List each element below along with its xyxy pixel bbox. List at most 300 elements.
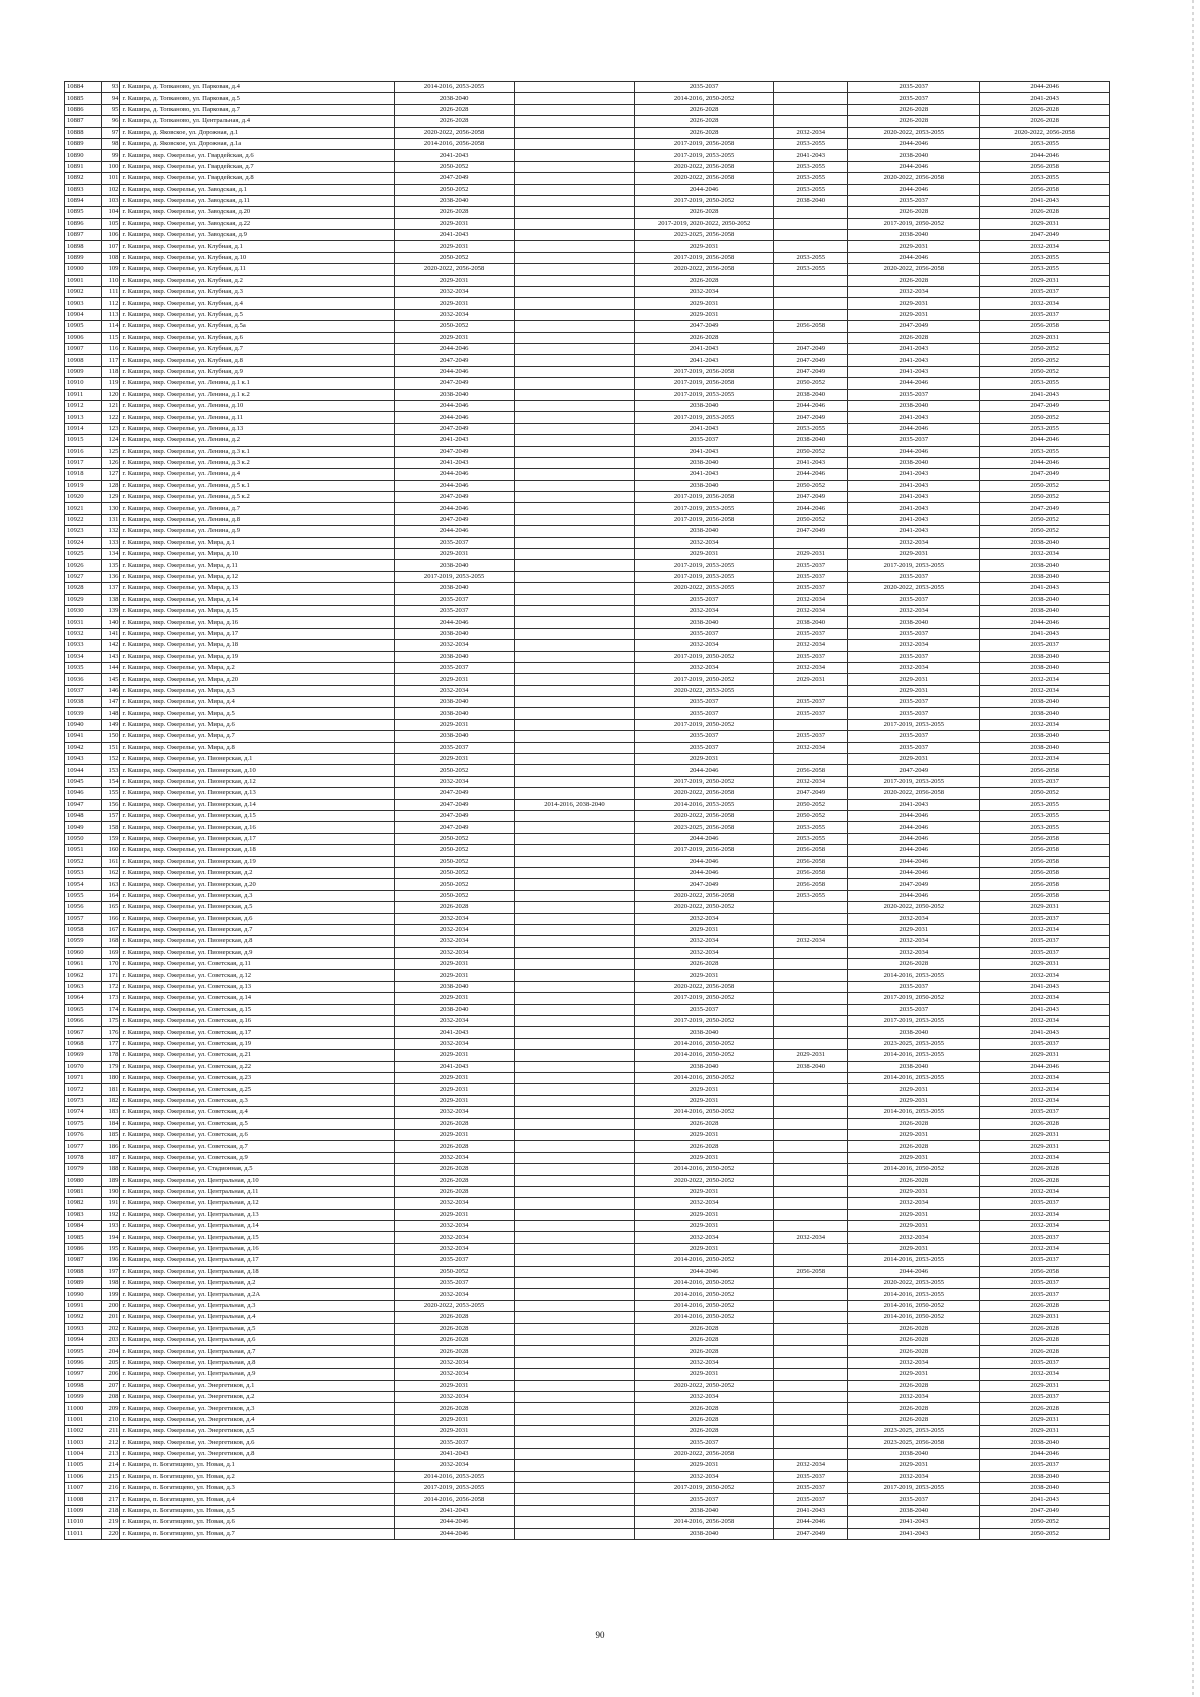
cell-period-col-5: 2041-2043 (848, 799, 980, 810)
cell-row-number: 151 (101, 742, 120, 753)
table-row (65, 617, 1110, 628)
cell-period-col-6: 2050-2052 (980, 412, 1110, 423)
cell-address: г. Кашира, мкр. Ожерелье, ул. Пионерская, д.12 (120, 776, 394, 787)
cell-period-col-5: 2026-2028 (848, 1414, 980, 1425)
cell-period-col-2 (514, 754, 634, 765)
cell-period-col-2 (514, 1061, 634, 1072)
cell-period-col-1: 2032-2034 (394, 685, 514, 696)
table-row (65, 138, 1110, 149)
cell-record-id: 10961 (65, 959, 102, 970)
cell-period-col-5: 2026-2028 (848, 332, 980, 343)
cell-period-col-1: 2029-2031 (394, 332, 514, 343)
cell-period-col-6: 2029-2031 (980, 332, 1110, 343)
cell-period-col-6: 2038-2040 (980, 708, 1110, 719)
cell-record-id: 10999 (65, 1391, 102, 1402)
cell-period-col-5: 2023-2025, 2053-2055 (848, 1038, 980, 1049)
cell-address: г. Кашира, мкр. Ожерелье, ул. Пионерская, д.6 (120, 913, 394, 924)
cell-record-id: 10928 (65, 583, 102, 594)
cell-period-col-5: 2038-2040 (848, 617, 980, 628)
cell-period-col-6: 2032-2034 (980, 298, 1110, 309)
cell-period-col-4: 2056-2058 (774, 765, 848, 776)
cell-period-col-3: 2032-2034 (635, 1232, 774, 1243)
cell-period-col-2 (514, 788, 634, 799)
cell-record-id: 10938 (65, 697, 102, 708)
table-row (65, 230, 1110, 241)
cell-period-col-6: 2041-2043 (980, 1027, 1110, 1038)
table-row (65, 514, 1110, 525)
cell-record-id: 10957 (65, 913, 102, 924)
cell-period-col-1: 2038-2040 (394, 560, 514, 571)
cell-row-number: 177 (101, 1038, 120, 1049)
cell-period-col-4 (774, 902, 848, 913)
cell-period-col-2 (514, 697, 634, 708)
cell-period-col-2 (514, 1141, 634, 1152)
table-row (65, 936, 1110, 947)
cell-row-number: 212 (101, 1437, 120, 1448)
cell-period-col-4 (774, 1129, 848, 1140)
cell-record-id: 11007 (65, 1483, 102, 1494)
cell-period-col-1: 2035-2037 (394, 662, 514, 673)
cell-record-id: 10917 (65, 457, 102, 468)
cell-period-col-2 (514, 605, 634, 616)
cell-period-col-1: 2044-2046 (394, 503, 514, 514)
cell-period-col-3: 2029-2031 (635, 1095, 774, 1106)
cell-period-col-1: 2038-2040 (394, 628, 514, 639)
cell-row-number: 197 (101, 1266, 120, 1277)
cell-period-col-1: 2050-2052 (394, 856, 514, 867)
cell-period-col-1: 2032-2034 (394, 1152, 514, 1163)
cell-address: г. Кашира, д. Топканово, ул. Парковая, д.7 (120, 104, 394, 115)
cell-address: г. Кашира, мкр. Ожерелье, ул. Центральная, д.3 (120, 1300, 394, 1311)
cell-period-col-3: 2020-2022, 2053-2055 (635, 583, 774, 594)
cell-period-col-3: 2032-2034 (635, 537, 774, 548)
cell-row-number: 172 (101, 981, 120, 992)
cell-period-col-2 (514, 127, 634, 138)
cell-period-col-2 (514, 719, 634, 730)
cell-period-col-5: 2041-2043 (848, 355, 980, 366)
cell-period-col-4: 2050-2052 (774, 480, 848, 491)
cell-record-id: 10989 (65, 1278, 102, 1289)
cell-period-col-1: 2050-2052 (394, 890, 514, 901)
cell-address: г. Кашира, мкр. Ожерелье, ул. Мира, д.10 (120, 549, 394, 560)
cell-period-col-1: 2041-2043 (394, 150, 514, 161)
cell-period-col-3: 2029-2031 (635, 1084, 774, 1095)
cell-address: г. Кашира, мкр. Ожерелье, ул. Клубная, д.5 (120, 309, 394, 320)
cell-period-col-3: 2026-2028 (635, 1141, 774, 1152)
cell-period-col-3: 2047-2049 (635, 879, 774, 890)
cell-period-col-3: 2038-2040 (635, 526, 774, 537)
cell-row-number: 206 (101, 1369, 120, 1380)
cell-row-number: 138 (101, 594, 120, 605)
cell-period-col-1: 2041-2043 (394, 1448, 514, 1459)
cell-period-col-2 (514, 1437, 634, 1448)
cell-period-col-6: 2032-2034 (980, 1221, 1110, 1232)
cell-period-col-1: 2044-2046 (394, 1517, 514, 1528)
cell-period-col-2 (514, 1300, 634, 1311)
cell-period-col-6: 2056-2058 (980, 890, 1110, 901)
cell-record-id: 10967 (65, 1027, 102, 1038)
cell-period-col-5: 2029-2031 (848, 1084, 980, 1095)
cell-address: г. Кашира, мкр. Ожерелье, ул. Пионерская, д.17 (120, 833, 394, 844)
cell-row-number: 110 (101, 275, 120, 286)
cell-period-col-2 (514, 275, 634, 286)
table-row (65, 583, 1110, 594)
cell-address: г. Кашира, мкр. Ожерелье, ул. Энергетиков, д.3 (120, 1403, 394, 1414)
table-row (65, 1448, 1110, 1459)
cell-period-col-1: 2038-2040 (394, 583, 514, 594)
cell-record-id: 10918 (65, 469, 102, 480)
cell-period-col-3: 2014-2016, 2053-2055 (635, 799, 774, 810)
cell-record-id: 10936 (65, 674, 102, 685)
cell-period-col-6: 2044-2046 (980, 617, 1110, 628)
cell-period-col-3: 2017-2019, 2056-2058 (635, 378, 774, 389)
cell-period-col-3: 2032-2034 (635, 913, 774, 924)
cell-row-number: 161 (101, 856, 120, 867)
cell-period-col-6: 2026-2028 (980, 1346, 1110, 1357)
cell-period-col-4: 2029-2031 (774, 549, 848, 560)
cell-period-col-3: 2029-2031 (635, 754, 774, 765)
cell-period-col-5: 2017-2019, 2053-2055 (848, 1016, 980, 1027)
cell-record-id: 11010 (65, 1517, 102, 1528)
cell-period-col-1: 2050-2052 (394, 867, 514, 878)
table-row (65, 537, 1110, 548)
cell-period-col-5: 2026-2028 (848, 1141, 980, 1152)
cell-period-col-6: 2038-2040 (980, 1437, 1110, 1448)
cell-period-col-4 (774, 1334, 848, 1345)
cell-period-col-5: 2032-2034 (848, 605, 980, 616)
cell-period-col-5: 2020-2022, 2053-2055 (848, 583, 980, 594)
cell-period-col-3: 2026-2028 (635, 104, 774, 115)
table-row (65, 1129, 1110, 1140)
table-row (65, 435, 1110, 446)
cell-period-col-6: 2032-2034 (980, 1186, 1110, 1197)
table-row (65, 1209, 1110, 1220)
table-row (65, 1004, 1110, 1015)
cell-period-col-4 (774, 970, 848, 981)
cell-period-col-3: 2029-2031 (635, 1460, 774, 1471)
cell-period-col-5: 2026-2028 (848, 116, 980, 127)
cell-period-col-5: 2032-2034 (848, 936, 980, 947)
cell-period-col-4 (774, 719, 848, 730)
cell-period-col-3: 2014-2016, 2050-2052 (635, 1289, 774, 1300)
table-row (65, 1312, 1110, 1323)
cell-period-col-4: 2047-2049 (774, 355, 848, 366)
cell-period-col-3: 2026-2028 (635, 1403, 774, 1414)
cell-period-col-3: 2023-2025, 2056-2058 (635, 230, 774, 241)
cell-period-col-1: 2026-2028 (394, 902, 514, 913)
cell-period-col-6: 2026-2028 (980, 1334, 1110, 1345)
cell-address: г. Кашира, мкр. Ожерелье, ул. Заводская, д.20 (120, 207, 394, 218)
cell-period-col-4: 2032-2034 (774, 776, 848, 787)
cell-period-col-5: 2038-2040 (848, 1027, 980, 1038)
cell-row-number: 196 (101, 1255, 120, 1266)
cell-period-col-4 (774, 1186, 848, 1197)
cell-row-number: 193 (101, 1221, 120, 1232)
cell-period-col-2 (514, 1357, 634, 1368)
table-row (65, 902, 1110, 913)
table-row (65, 503, 1110, 514)
table-row (65, 1369, 1110, 1380)
cell-period-col-3: 2035-2037 (635, 731, 774, 742)
cell-period-col-6: 2041-2043 (980, 93, 1110, 104)
cell-row-number: 220 (101, 1528, 120, 1539)
cell-record-id: 10983 (65, 1209, 102, 1220)
table-row (65, 457, 1110, 468)
cell-address: г. Кашира, мкр. Ожерелье, ул. Энергетиков, д.6 (120, 1437, 394, 1448)
cell-row-number: 201 (101, 1312, 120, 1323)
cell-row-number: 95 (101, 104, 120, 115)
cell-row-number: 189 (101, 1175, 120, 1186)
cell-record-id: 10956 (65, 902, 102, 913)
table-row (65, 332, 1110, 343)
cell-period-col-2 (514, 1038, 634, 1049)
cell-period-col-4: 2056-2058 (774, 321, 848, 332)
cell-period-col-5: 2029-2031 (848, 1460, 980, 1471)
table-row (65, 571, 1110, 582)
cell-period-col-5: 2044-2046 (848, 138, 980, 149)
cell-period-col-5: 2044-2046 (848, 184, 980, 195)
cell-period-col-2 (514, 1209, 634, 1220)
cell-period-col-2 (514, 924, 634, 935)
table-row (65, 127, 1110, 138)
cell-row-number: 164 (101, 890, 120, 901)
schedule-table-body (65, 82, 1110, 1540)
cell-row-number: 202 (101, 1323, 120, 1334)
cell-period-col-2 (514, 1426, 634, 1437)
cell-record-id: 11006 (65, 1471, 102, 1482)
cell-period-col-2 (514, 537, 634, 548)
cell-address: г. Кашира, мкр. Ожерелье, ул. Мира, д.12 (120, 571, 394, 582)
cell-period-col-1: 2044-2046 (394, 400, 514, 411)
table-row (65, 1016, 1110, 1027)
cell-period-col-4 (774, 537, 848, 548)
cell-period-col-4 (774, 230, 848, 241)
cell-period-col-2 (514, 1221, 634, 1232)
cell-period-col-6: 2032-2034 (980, 1084, 1110, 1095)
table-row (65, 1152, 1110, 1163)
cell-period-col-2 (514, 1118, 634, 1129)
cell-period-col-3: 2044-2046 (635, 1266, 774, 1277)
cell-period-col-4 (774, 1403, 848, 1414)
cell-period-col-4 (774, 1072, 848, 1083)
cell-period-col-2 (514, 492, 634, 503)
cell-period-col-1: 2032-2034 (394, 947, 514, 958)
cell-record-id: 10943 (65, 754, 102, 765)
cell-period-col-4: 2035-2037 (774, 583, 848, 594)
cell-address: г. Кашира, мкр. Ожерелье, ул. Пионерская, д.1 (120, 754, 394, 765)
cell-period-col-6: 2056-2058 (980, 856, 1110, 867)
cell-period-col-4 (774, 104, 848, 115)
cell-period-col-6: 2050-2052 (980, 1517, 1110, 1528)
cell-period-col-4: 2047-2049 (774, 343, 848, 354)
cell-period-col-3: 2032-2034 (635, 936, 774, 947)
cell-period-col-4 (774, 1369, 848, 1380)
cell-period-col-2 (514, 287, 634, 298)
table-row (65, 184, 1110, 195)
cell-period-col-2 (514, 161, 634, 172)
cell-address: г. Кашира, мкр. Ожерелье, ул. Клубная, д.1 (120, 241, 394, 252)
table-row (65, 651, 1110, 662)
cell-period-col-1: 2038-2040 (394, 697, 514, 708)
cell-period-col-6: 2038-2040 (980, 594, 1110, 605)
cell-record-id: 11004 (65, 1448, 102, 1459)
cell-period-col-1: 2050-2052 (394, 1266, 514, 1277)
cell-period-col-1: 2029-2031 (394, 1380, 514, 1391)
cell-period-col-5: 2044-2046 (848, 446, 980, 457)
cell-record-id: 10932 (65, 628, 102, 639)
cell-period-col-1: 2014-2016, 2056-2058 (394, 1494, 514, 1505)
cell-address: г. Кашира, мкр. Ожерелье, ул. Центральная, д.2 (120, 1278, 394, 1289)
cell-row-number: 180 (101, 1072, 120, 1083)
cell-record-id: 10935 (65, 662, 102, 673)
cell-period-col-2 (514, 1414, 634, 1425)
cell-period-col-1: 2038-2040 (394, 731, 514, 742)
cell-period-col-2 (514, 1004, 634, 1015)
cell-record-id: 10976 (65, 1129, 102, 1140)
cell-record-id: 10996 (65, 1357, 102, 1368)
cell-period-col-1: 2044-2046 (394, 343, 514, 354)
cell-period-col-2 (514, 218, 634, 229)
cell-period-col-6: 2056-2058 (980, 161, 1110, 172)
cell-period-col-5: 2026-2028 (848, 1380, 980, 1391)
cell-address: г. Кашира, мкр. Ожерелье, ул. Пионерская, д.16 (120, 822, 394, 833)
cell-period-col-1: 2050-2052 (394, 321, 514, 332)
table-row (65, 628, 1110, 639)
table-row (65, 343, 1110, 354)
cell-period-col-1: 2032-2034 (394, 1289, 514, 1300)
cell-period-col-4: 2035-2037 (774, 1494, 848, 1505)
cell-address: г. Кашира, мкр. Ожерелье, ул. Клубная, д.2 (120, 275, 394, 286)
table-row (65, 173, 1110, 184)
cell-period-col-4 (774, 1243, 848, 1254)
cell-period-col-6: 2044-2046 (980, 150, 1110, 161)
cell-period-col-3: 2020-2022, 2056-2058 (635, 1448, 774, 1459)
cell-period-col-1: 2050-2052 (394, 252, 514, 263)
cell-period-col-3: 2026-2028 (635, 1323, 774, 1334)
cell-period-col-6: 2056-2058 (980, 845, 1110, 856)
cell-period-col-6: 2050-2052 (980, 480, 1110, 491)
cell-period-col-6: 2038-2040 (980, 571, 1110, 582)
cell-period-col-3: 2029-2031 (635, 549, 774, 560)
cell-period-col-4 (774, 1152, 848, 1163)
table-row (65, 1175, 1110, 1186)
cell-period-col-4: 2029-2031 (774, 1050, 848, 1061)
cell-row-number: 188 (101, 1164, 120, 1175)
cell-period-col-1: 2041-2043 (394, 457, 514, 468)
cell-period-col-3: 2035-2037 (635, 697, 774, 708)
cell-period-col-2 (514, 1095, 634, 1106)
cell-period-col-5: 2047-2049 (848, 765, 980, 776)
table-row (65, 1107, 1110, 1118)
table-row (65, 492, 1110, 503)
cell-period-col-6: 2035-2037 (980, 936, 1110, 947)
cell-row-number: 102 (101, 184, 120, 195)
cell-period-col-4 (774, 1209, 848, 1220)
cell-period-col-1: 2035-2037 (394, 605, 514, 616)
cell-period-col-6: 2032-2034 (980, 1243, 1110, 1254)
cell-period-col-3: 2038-2040 (635, 480, 774, 491)
table-row (65, 697, 1110, 708)
cell-period-col-5: 2044-2046 (848, 378, 980, 389)
cell-period-col-4 (774, 1107, 848, 1118)
cell-record-id: 10893 (65, 184, 102, 195)
cell-period-col-1: 2044-2046 (394, 480, 514, 491)
cell-record-id: 10927 (65, 571, 102, 582)
cell-period-col-2 (514, 82, 634, 93)
cell-record-id: 10900 (65, 264, 102, 275)
cell-period-col-5: 2035-2037 (848, 195, 980, 206)
cell-period-col-2 (514, 879, 634, 890)
cell-period-col-2 (514, 1027, 634, 1038)
cell-period-col-4: 2035-2037 (774, 731, 848, 742)
cell-period-col-3: 2035-2037 (635, 708, 774, 719)
cell-period-col-4: 2035-2037 (774, 628, 848, 639)
table-row (65, 1118, 1110, 1129)
cell-period-col-2 (514, 1312, 634, 1323)
schedule-table-wrapper (64, 81, 1110, 1540)
cell-address: г. Кашира, мкр. Ожерелье, ул. Ленина, д.13 (120, 423, 394, 434)
cell-address: г. Кашира, мкр. Ожерелье, ул. Центральная, д.2А (120, 1289, 394, 1300)
cell-period-col-2 (514, 560, 634, 571)
cell-record-id: 10947 (65, 799, 102, 810)
cell-row-number: 96 (101, 116, 120, 127)
cell-row-number: 176 (101, 1027, 120, 1038)
cell-period-col-3: 2020-2022, 2056-2058 (635, 161, 774, 172)
cell-address: г. Кашира, мкр. Ожерелье, ул. Ленина, д.4 (120, 469, 394, 480)
cell-period-col-5: 2032-2034 (848, 1357, 980, 1368)
cell-period-col-4: 2053-2055 (774, 822, 848, 833)
cell-address: г. Кашира, мкр. Ожерелье, ул. Стадионная, д.5 (120, 1164, 394, 1175)
cell-period-col-1: 2035-2037 (394, 1255, 514, 1266)
cell-period-col-5: 2041-2043 (848, 480, 980, 491)
cell-record-id: 10940 (65, 719, 102, 730)
cell-period-col-3: 2026-2028 (635, 207, 774, 218)
cell-period-col-4: 2047-2049 (774, 1528, 848, 1539)
cell-period-col-6: 2035-2037 (980, 309, 1110, 320)
cell-row-number: 98 (101, 138, 120, 149)
cell-row-number: 163 (101, 879, 120, 890)
cell-period-col-6: 2026-2028 (980, 104, 1110, 115)
cell-period-col-4: 2056-2058 (774, 1266, 848, 1277)
cell-period-col-1: 2044-2046 (394, 526, 514, 537)
table-row (65, 560, 1110, 571)
table-row (65, 1494, 1110, 1505)
cell-period-col-1: 2026-2028 (394, 1118, 514, 1129)
cell-row-number: 169 (101, 947, 120, 958)
cell-period-col-1: 2038-2040 (394, 93, 514, 104)
cell-period-col-2 (514, 651, 634, 662)
cell-row-number: 153 (101, 765, 120, 776)
cell-period-col-6: 2053-2055 (980, 378, 1110, 389)
cell-period-col-6: 2032-2034 (980, 685, 1110, 696)
cell-period-col-6: 2035-2037 (980, 1198, 1110, 1209)
cell-period-col-6: 2035-2037 (980, 287, 1110, 298)
cell-row-number: 120 (101, 389, 120, 400)
cell-period-col-1: 2029-2031 (394, 298, 514, 309)
cell-address: г. Кашира, мкр. Ожерелье, ул. Центральная, д.7 (120, 1346, 394, 1357)
cell-row-number: 179 (101, 1061, 120, 1072)
cell-period-col-1: 2029-2031 (394, 275, 514, 286)
cell-row-number: 126 (101, 457, 120, 468)
cell-record-id: 10919 (65, 480, 102, 491)
cell-period-col-6: 2032-2034 (980, 719, 1110, 730)
cell-period-col-6: 2026-2028 (980, 1300, 1110, 1311)
cell-period-col-6: 2053-2055 (980, 446, 1110, 457)
cell-period-col-3: 2023-2025, 2056-2058 (635, 822, 774, 833)
cell-row-number: 198 (101, 1278, 120, 1289)
cell-record-id: 10993 (65, 1323, 102, 1334)
cell-period-col-4 (774, 207, 848, 218)
